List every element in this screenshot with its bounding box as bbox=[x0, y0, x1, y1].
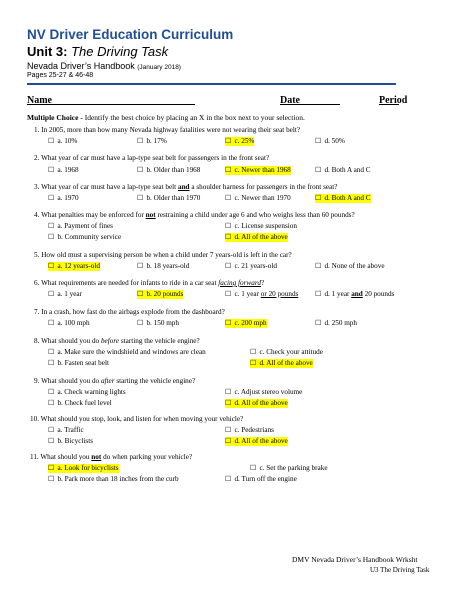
option-2b[interactable]: ☐ b. Older than 1968 bbox=[137, 166, 201, 174]
checkbox[interactable]: ☐ bbox=[48, 437, 55, 445]
handbook-line bbox=[27, 61, 181, 71]
option-5b[interactable]: ☐ b. 18 years-old bbox=[137, 262, 190, 270]
option-9c[interactable]: ☐ c. Adjust stereo volume bbox=[225, 388, 303, 396]
checkbox[interactable]: ☐ bbox=[225, 475, 232, 483]
option-4c[interactable]: ☐ c. License suspension bbox=[225, 222, 297, 230]
option-2a[interactable]: ☐ a. 1968 bbox=[48, 166, 79, 174]
option-8c[interactable]: ☐ c. Check your attitude bbox=[250, 348, 323, 356]
period-field[interactable] bbox=[379, 95, 399, 105]
option-1b[interactable]: ☐ b. 17% bbox=[137, 137, 167, 145]
checkbox[interactable]: ☐ bbox=[250, 359, 257, 367]
checkbox[interactable]: ☐ bbox=[315, 262, 322, 270]
option-8a[interactable]: ☐ a. Make sure the windshield and windows are clean bbox=[48, 348, 206, 356]
checkbox[interactable]: ☐ bbox=[225, 262, 232, 270]
checkbox[interactable]: ☐ bbox=[315, 194, 322, 202]
checkbox[interactable]: ☐ bbox=[315, 290, 322, 298]
footer-title: DMV Nevada Driver’s Handbook Wrksht bbox=[292, 555, 418, 564]
option-11d[interactable]: ☐ d. Turn off the engine bbox=[225, 475, 297, 483]
checkbox[interactable]: ☐ bbox=[137, 166, 144, 174]
option-5d[interactable]: ☐ d. None of the above bbox=[315, 262, 385, 270]
option-6b[interactable]: ☐ b. 20 pounds bbox=[137, 290, 184, 298]
checkbox[interactable]: ☐ bbox=[48, 475, 55, 483]
option-9b[interactable]: ☐ b. Check fuel level bbox=[48, 399, 112, 407]
checkbox[interactable]: ☐ bbox=[225, 399, 232, 407]
checkbox[interactable]: ☐ bbox=[137, 319, 144, 327]
checkbox[interactable]: ☐ bbox=[225, 222, 232, 230]
checkbox[interactable]: ☐ bbox=[48, 262, 55, 270]
checkbox[interactable]: ☐ bbox=[225, 233, 232, 241]
checkbox[interactable]: ☐ bbox=[48, 388, 55, 396]
name-label: Name bbox=[27, 95, 52, 106]
option-7c[interactable]: ☐ c. 200 mph bbox=[225, 319, 267, 327]
checkbox[interactable]: ☐ bbox=[137, 194, 144, 202]
checkbox[interactable]: ☐ bbox=[48, 426, 55, 434]
option-3b[interactable]: ☐ b. Older than 1970 bbox=[137, 194, 201, 202]
checkbox[interactable]: ☐ bbox=[48, 194, 55, 202]
question-7: 7. In a crash, how fast do the airbags explode from the dashboard? bbox=[34, 308, 225, 316]
checkbox[interactable]: ☐ bbox=[315, 137, 322, 145]
option-2d[interactable]: ☐ d. Both A and C bbox=[315, 166, 371, 174]
checkbox[interactable]: ☐ bbox=[225, 437, 232, 445]
checkbox[interactable]: ☐ bbox=[225, 388, 232, 396]
checkbox[interactable]: ☐ bbox=[250, 348, 257, 356]
unit-label: Unit 3: bbox=[27, 44, 68, 59]
option-7b[interactable]: ☐ b. 150 mph bbox=[137, 319, 179, 327]
name-field[interactable] bbox=[27, 95, 195, 105]
handbook-date: (January 2018) bbox=[137, 64, 181, 71]
option-1d[interactable]: ☐ d. 50% bbox=[315, 137, 345, 145]
checkbox[interactable]: ☐ bbox=[48, 233, 55, 241]
checkbox[interactable]: ☐ bbox=[225, 194, 232, 202]
checkbox[interactable]: ☐ bbox=[48, 222, 55, 230]
checkbox[interactable]: ☐ bbox=[225, 290, 232, 298]
checkbox[interactable]: ☐ bbox=[48, 137, 55, 145]
checkbox[interactable]: ☐ bbox=[137, 290, 144, 298]
option-3c[interactable]: ☐ c. Newer than 1970 bbox=[225, 194, 291, 202]
question-6: 6. What requirements are needed for infants to ride in a car seat facing forward? bbox=[34, 279, 265, 287]
question-3: 3. What year of car must have a lap-type seat belt and a shoulder harness for passengers in the front seat? bbox=[34, 183, 338, 191]
instructions-text: Identify the best choice by placing an X in the box next to your selection. bbox=[82, 113, 305, 122]
question-1: 1. In 2005, more than how many Nevada highway fatalities were not wearing their seat belt? bbox=[34, 126, 301, 134]
question-9: 9. What should you do after starting the vehicle engine? bbox=[34, 377, 196, 385]
checkbox[interactable]: ☐ bbox=[315, 166, 322, 174]
option-3d[interactable]: ☐ d. Both A and C bbox=[315, 194, 371, 202]
option-10c[interactable]: ☐ c. Pedestrians bbox=[225, 426, 274, 434]
option-5a[interactable]: ☐ a. 12 years-old bbox=[48, 262, 100, 270]
option-4b[interactable]: ☐ b. Community service bbox=[48, 233, 122, 241]
checkbox[interactable]: ☐ bbox=[225, 319, 232, 327]
footer-subtitle: U3 The Driving Task bbox=[370, 566, 430, 574]
option-3a[interactable]: ☐ a. 1970 bbox=[48, 194, 79, 202]
unit-heading bbox=[27, 44, 168, 59]
checkbox[interactable]: ☐ bbox=[48, 399, 55, 407]
option-11b[interactable]: ☐ b. Park more than 18 inches from the curb bbox=[48, 475, 179, 483]
option-6d[interactable]: ☐ d. 1 year and 20 pounds bbox=[315, 290, 395, 298]
checkbox[interactable]: ☐ bbox=[48, 348, 55, 356]
checkbox[interactable]: ☐ bbox=[48, 464, 55, 472]
date-field[interactable] bbox=[280, 95, 340, 105]
option-7d[interactable]: ☐ d. 250 mph bbox=[315, 319, 357, 327]
checkbox[interactable]: ☐ bbox=[250, 464, 257, 472]
checkbox[interactable]: ☐ bbox=[315, 319, 322, 327]
question-5: 5. How old must a supervising person be when a child under 7 years-old is left in the car? bbox=[34, 251, 292, 259]
date-label: Date bbox=[280, 95, 300, 106]
option-10a[interactable]: ☐ a. Traffic bbox=[48, 426, 84, 434]
question-11: 11. What should you not do when parking your vehicle? bbox=[30, 453, 193, 461]
option-9d[interactable]: ☐ d. All of the above bbox=[225, 399, 288, 407]
question-8: 8. What should you do before starting the vehicle engine? bbox=[34, 337, 200, 345]
option-6c[interactable]: ☐ c. 1 year or 20 pounds bbox=[225, 290, 299, 298]
checkbox[interactable]: ☐ bbox=[225, 426, 232, 434]
option-11c[interactable]: ☐ c. Set the parking brake bbox=[250, 464, 328, 472]
checkbox[interactable]: ☐ bbox=[137, 262, 144, 270]
checkbox[interactable]: ☐ bbox=[48, 290, 55, 298]
checkbox[interactable]: ☐ bbox=[225, 137, 232, 145]
checkbox[interactable]: ☐ bbox=[137, 137, 144, 145]
option-11a[interactable]: ☐ a. Look for bicyclists bbox=[48, 464, 119, 472]
period-label: Period bbox=[379, 95, 408, 106]
pages-range: Pages 25-27 & 46-48 bbox=[27, 72, 94, 79]
option-10b[interactable]: ☐ b. Bicyclists bbox=[48, 437, 93, 445]
handbook-title: Nevada Driver’s Handbook bbox=[27, 61, 135, 71]
option-6a[interactable]: ☐ a. 1 year bbox=[48, 290, 82, 298]
instructions-heading: Multiple Choice - bbox=[27, 113, 83, 122]
option-9a[interactable]: ☐ a. Check warning lights bbox=[48, 388, 126, 396]
header-divider bbox=[27, 83, 396, 85]
checkbox[interactable]: ☐ bbox=[48, 166, 55, 174]
option-8b[interactable]: ☐ b. Fasten seat belt bbox=[48, 359, 109, 367]
checkbox[interactable]: ☐ bbox=[225, 166, 232, 174]
option-1c[interactable]: ☐ c. 25% bbox=[225, 137, 255, 145]
option-8d[interactable]: ☐ d. All of the above bbox=[250, 359, 313, 367]
option-2c[interactable]: ☐ c. Newer than 1968 bbox=[225, 166, 291, 174]
option-10d[interactable]: ☐ d. All of the above bbox=[225, 437, 288, 445]
option-1a[interactable]: ☐ a. 10% bbox=[48, 137, 78, 145]
checkbox[interactable]: ☐ bbox=[48, 319, 55, 327]
document-title: NV Driver Education Curriculum bbox=[27, 27, 234, 42]
instructions bbox=[27, 113, 305, 122]
question-10: 10. What should you stop, look, and listen for when moving your vehicle? bbox=[30, 415, 244, 423]
question-2: 2. What year of car must have a lap-type seat belt for passengers in the front seat? bbox=[34, 154, 270, 162]
option-5c[interactable]: ☐ c. 21 years-old bbox=[225, 262, 277, 270]
question-4: 4. What penalties may be enforced for not restraining a child under age 6 and who weighs less than 60 pounds? bbox=[34, 211, 355, 219]
option-7a[interactable]: ☐ a. 100 mph bbox=[48, 319, 90, 327]
checkbox[interactable]: ☐ bbox=[48, 359, 55, 367]
option-4d[interactable]: ☐ d. All of the above bbox=[225, 233, 288, 241]
unit-title: The Driving Task bbox=[71, 44, 169, 59]
option-4a[interactable]: ☐ a. Payment of fines bbox=[48, 222, 113, 230]
